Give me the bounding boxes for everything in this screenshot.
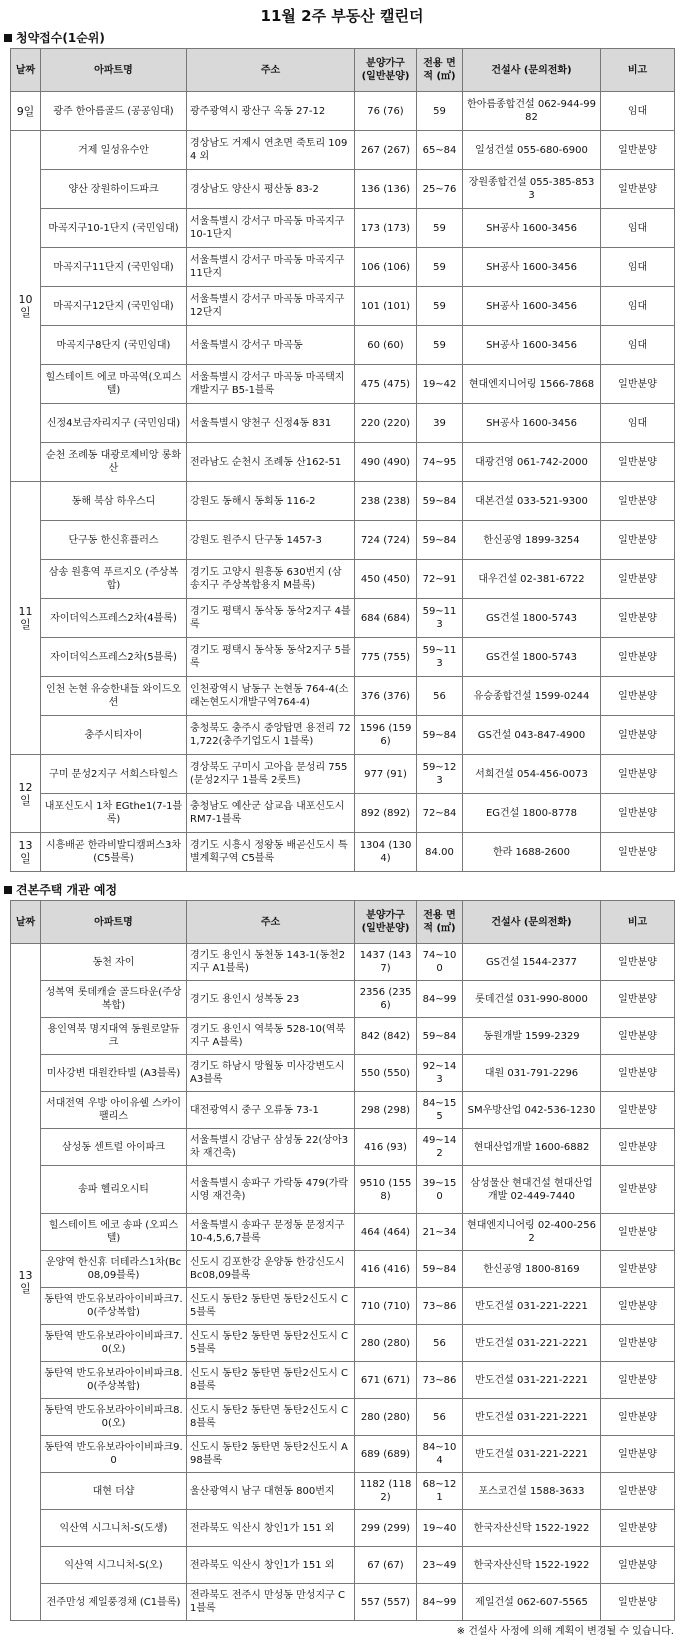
apartment-name: 양산 장원하이드파크 — [41, 170, 187, 209]
section-header-model-house — [0, 880, 684, 900]
address: 충청남도 예산군 삽교읍 내포신도시 RM7-1블록 — [187, 794, 355, 833]
note: 일반분양 — [601, 716, 675, 755]
area: 19~42 — [417, 365, 463, 404]
apartment-name: 구미 문성2지구 서희스타힐스 — [41, 755, 187, 794]
builder-contact: 유승종합건설 1599-0244 — [463, 677, 601, 716]
note: 일반분양 — [601, 1092, 675, 1129]
apartment-name: 마곡지구10-1단지 (국민임대) — [41, 209, 187, 248]
note: 일반분양 — [601, 170, 675, 209]
unit-count: 450 (450) — [355, 560, 417, 599]
table-row — [11, 521, 675, 560]
table-row — [11, 794, 675, 833]
table-row — [11, 1092, 675, 1129]
table-row — [11, 1166, 675, 1214]
unit-count: 557 (557) — [355, 1584, 417, 1621]
note: 일반분양 — [601, 1399, 675, 1436]
builder-contact: 한아름종합건설 062-944-9982 — [463, 92, 601, 131]
unit-count: 724 (724) — [355, 521, 417, 560]
builder-contact: SH공사 1600-3456 — [463, 209, 601, 248]
area: 39 — [417, 404, 463, 443]
unit-count: 298 (298) — [355, 1092, 417, 1129]
table-row — [11, 1055, 675, 1092]
address: 경기도 평택시 동삭동 동삭2지구 4블록 — [187, 599, 355, 638]
builder-contact: EG건설 1800-8778 — [463, 794, 601, 833]
model-house-table — [10, 900, 675, 1621]
builder-contact: 반도건설 031-221-2221 — [463, 1288, 601, 1325]
apartment-name: 동탄역 반도유보라아이비파크7.0(오) — [41, 1325, 187, 1362]
unit-count: 280 (280) — [355, 1325, 417, 1362]
apartment-name: 동탄역 반도유보라아이비파크8.0(주상복합) — [41, 1362, 187, 1399]
apartment-name: 힐스테이트 에코 송파 (오피스텔) — [41, 1214, 187, 1251]
area: 59 — [417, 287, 463, 326]
table-row — [11, 1251, 675, 1288]
address: 서울특별시 강서구 마곡동 마곡지구 10-1단지 — [187, 209, 355, 248]
table-row — [11, 833, 675, 872]
area: 59~84 — [417, 482, 463, 521]
area: 84~104 — [417, 1436, 463, 1473]
area: 84~99 — [417, 981, 463, 1018]
header-area: 전용 면적 (㎡) — [417, 49, 463, 92]
address: 서울특별시 강남구 삼성동 22(상아3차 재건축) — [187, 1129, 355, 1166]
unit-count: 67 (67) — [355, 1547, 417, 1584]
table-row — [11, 755, 675, 794]
note: 일반분양 — [601, 981, 675, 1018]
area: 23~49 — [417, 1547, 463, 1584]
apartment-name: 동탄역 반도유보라아이비파크9.0 — [41, 1436, 187, 1473]
address: 신도시 동탄2 동탄면 동탄2신도시 C5블록 — [187, 1325, 355, 1362]
apartment-name: 신정4보금자리지구 (국민임대) — [41, 404, 187, 443]
apartment-name: 마곡지구8단지 (국민임대) — [41, 326, 187, 365]
unit-count: 2356 (2356) — [355, 981, 417, 1018]
unit-count: 689 (689) — [355, 1436, 417, 1473]
apartment-name: 삼성동 센트럴 아이파크 — [41, 1129, 187, 1166]
builder-contact: 현대엔지니어링 1566-7868 — [463, 365, 601, 404]
unit-count: 106 (106) — [355, 248, 417, 287]
area: 59~113 — [417, 599, 463, 638]
apartment-name: 송파 헬리오시티 — [41, 1166, 187, 1214]
note: 일반분양 — [601, 443, 675, 482]
header-date: 날짜 — [11, 49, 41, 92]
unit-count: 101 (101) — [355, 287, 417, 326]
address: 서울특별시 강서구 마곡동 — [187, 326, 355, 365]
builder-contact: 한국자산신탁 1522-1922 — [463, 1547, 601, 1584]
page-title: 11월 2주 부동산 캘린더 — [260, 7, 424, 25]
unit-count: 299 (299) — [355, 1510, 417, 1547]
area: 21~34 — [417, 1214, 463, 1251]
area: 56 — [417, 1325, 463, 1362]
unit-count: 416 (416) — [355, 1251, 417, 1288]
square-bullet-icon — [4, 34, 12, 42]
area: 59 — [417, 209, 463, 248]
unit-count: 842 (842) — [355, 1018, 417, 1055]
unit-count: 136 (136) — [355, 170, 417, 209]
builder-contact: GS건설 1544-2377 — [463, 944, 601, 981]
table-row — [11, 1547, 675, 1584]
builder-contact: 반도건설 031-221-2221 — [463, 1362, 601, 1399]
apartment-name: 자이더익스프레스2차(4블록) — [41, 599, 187, 638]
address: 서울특별시 송파구 문정동 문정지구 10-4,5,6,7블록 — [187, 1214, 355, 1251]
apartment-name: 동탄역 반도유보라아이비파크7.0(주상복합) — [41, 1288, 187, 1325]
table-row — [11, 443, 675, 482]
note: 일반분양 — [601, 1129, 675, 1166]
builder-contact: 반도건설 031-221-2221 — [463, 1325, 601, 1362]
unit-count: 76 (76) — [355, 92, 417, 131]
address: 신도시 동탄2 동탄면 동탄2신도시 C5블록 — [187, 1288, 355, 1325]
header-note: 비고 — [601, 49, 675, 92]
builder-contact: 한신공영 1899-3254 — [463, 521, 601, 560]
area: 92~143 — [417, 1055, 463, 1092]
builder-contact: 삼성물산 현대건설 현대산업개발 02-449-7440 — [463, 1166, 601, 1214]
area: 56 — [417, 677, 463, 716]
table-header-row — [11, 901, 675, 944]
address: 경기도 평택시 동삭동 동삭2지구 5블록 — [187, 638, 355, 677]
date-cell: 11일 — [11, 482, 41, 755]
address: 경상북도 구미시 고아읍 문성리 755(문성2지구 1블록 2롯트) — [187, 755, 355, 794]
note: 일반분양 — [601, 1362, 675, 1399]
builder-contact: GS건설 1800-5743 — [463, 599, 601, 638]
unit-count: 220 (220) — [355, 404, 417, 443]
apartment-name: 자이더익스프레스2차(5블록) — [41, 638, 187, 677]
table-row — [11, 1129, 675, 1166]
table-row — [11, 1584, 675, 1621]
apartment-name: 대현 더샵 — [41, 1473, 187, 1510]
unit-count: 1437 (1437) — [355, 944, 417, 981]
header-units: 분양가구 (일반분양) — [355, 901, 417, 944]
note: 임대 — [601, 404, 675, 443]
table-row — [11, 209, 675, 248]
builder-contact: 대우건설 02-381-6722 — [463, 560, 601, 599]
builder-contact: 현대엔지니어링 02-400-2562 — [463, 1214, 601, 1251]
section-title: 청약접수(1순위) — [16, 31, 105, 45]
apartment-name: 삼송 원흥역 푸르지오 (주상복합) — [41, 560, 187, 599]
area: 59~84 — [417, 716, 463, 755]
builder-contact: 현대산업개발 1600-6882 — [463, 1129, 601, 1166]
builder-contact: SH공사 1600-3456 — [463, 404, 601, 443]
apartment-name: 마곡지구12단지 (국민임대) — [41, 287, 187, 326]
builder-contact: 한신공영 1800-8169 — [463, 1251, 601, 1288]
header-apartment: 아파트명 — [41, 901, 187, 944]
note: 일반분양 — [601, 1584, 675, 1621]
builder-contact: SH공사 1600-3456 — [463, 287, 601, 326]
header-address: 주소 — [187, 49, 355, 92]
address: 울산광역시 남구 대현동 800번지 — [187, 1473, 355, 1510]
table-row — [11, 1399, 675, 1436]
address: 서울특별시 송파구 가락동 479(가락시영 재건축) — [187, 1166, 355, 1214]
area: 25~76 — [417, 170, 463, 209]
builder-contact: SM우방산업 042-536-1230 — [463, 1092, 601, 1129]
apartment-name: 거제 일성유수안 — [41, 131, 187, 170]
note: 일반분양 — [601, 1547, 675, 1584]
note: 일반분양 — [601, 794, 675, 833]
apartment-name: 순천 조례동 대광로제비앙 롱화산 — [41, 443, 187, 482]
note: 임대 — [601, 326, 675, 365]
header-builder: 건설사 (문의전화) — [463, 901, 601, 944]
area: 84~155 — [417, 1092, 463, 1129]
address: 경기도 용인시 성복동 23 — [187, 981, 355, 1018]
date-cell: 10일 — [11, 131, 41, 482]
builder-contact: 한국자산신탁 1522-1922 — [463, 1510, 601, 1547]
builder-contact: 롯데건설 031-990-8000 — [463, 981, 601, 1018]
table-row — [11, 1510, 675, 1547]
address: 경기도 용인시 동천동 143-1(동천2지구 A1블록) — [187, 944, 355, 981]
table-row — [11, 365, 675, 404]
area: 72~91 — [417, 560, 463, 599]
note: 임대 — [601, 92, 675, 131]
area: 59~84 — [417, 1251, 463, 1288]
table-row — [11, 1362, 675, 1399]
note: 일반분양 — [601, 1325, 675, 1362]
table-row — [11, 1436, 675, 1473]
area: 59 — [417, 92, 463, 131]
header-date: 날짜 — [11, 901, 41, 944]
table-row — [11, 638, 675, 677]
address: 경상남도 거제시 연초면 죽토리 1094 외 — [187, 131, 355, 170]
note: 일반분양 — [601, 1166, 675, 1214]
note: 일반분양 — [601, 638, 675, 677]
note: 일반분양 — [601, 1288, 675, 1325]
section-header-subscription — [0, 28, 684, 48]
builder-contact: 장원종합건설 055-385-8533 — [463, 170, 601, 209]
address: 충청북도 충주시 중앙탑면 용전리 721,722(충주기업도시 1블록) — [187, 716, 355, 755]
unit-count: 475 (475) — [355, 365, 417, 404]
apartment-name: 시흥배곧 한라비발디캠퍼스3차(C5블록) — [41, 833, 187, 872]
header-apartment: 아파트명 — [41, 49, 187, 92]
square-bullet-icon — [4, 886, 12, 894]
unit-count: 280 (280) — [355, 1399, 417, 1436]
address: 경기도 고양시 원흥동 630번지 (삼송지구 주상복합용지 M블록) — [187, 560, 355, 599]
address: 인천광역시 남동구 논현동 764-4(소래논현도시개발구역764-4) — [187, 677, 355, 716]
area: 73~86 — [417, 1288, 463, 1325]
table-row — [11, 599, 675, 638]
note: 임대 — [601, 287, 675, 326]
unit-count: 267 (267) — [355, 131, 417, 170]
builder-contact: 제일건설 062-607-5565 — [463, 1584, 601, 1621]
unit-count: 464 (464) — [355, 1214, 417, 1251]
builder-contact: 대본건설 033-521-9300 — [463, 482, 601, 521]
note: 일반분양 — [601, 1214, 675, 1251]
table-row — [11, 1473, 675, 1510]
unit-count: 671 (671) — [355, 1362, 417, 1399]
address: 신도시 동탄2 동탄면 동탄2신도시 A98블록 — [187, 1436, 355, 1473]
header-note: 비고 — [601, 901, 675, 944]
address: 전라북도 익산시 창인1가 151 외 — [187, 1547, 355, 1584]
note: 일반분양 — [601, 365, 675, 404]
table-row — [11, 560, 675, 599]
note: 일반분양 — [601, 677, 675, 716]
date-cell: 13일 — [11, 833, 41, 872]
builder-contact: SH공사 1600-3456 — [463, 248, 601, 287]
address: 강원도 원주시 단구동 1457-3 — [187, 521, 355, 560]
builder-contact: 대광건영 061-742-2000 — [463, 443, 601, 482]
unit-count: 1182 (1182) — [355, 1473, 417, 1510]
note: 일반분양 — [601, 1436, 675, 1473]
builder-contact: SH공사 1600-3456 — [463, 326, 601, 365]
apartment-name: 동천 자이 — [41, 944, 187, 981]
unit-count: 9510 (1558) — [355, 1166, 417, 1214]
unit-count: 550 (550) — [355, 1055, 417, 1092]
address: 경기도 시흥시 정왕동 배곧신도시 특별계획구역 C5블록 — [187, 833, 355, 872]
apartment-name: 익산역 시그니처-S(오) — [41, 1547, 187, 1584]
area: 59~84 — [417, 521, 463, 560]
apartment-name: 동탄역 반도유보라아이비파크8.0(오) — [41, 1399, 187, 1436]
table-row — [11, 170, 675, 209]
note: 일반분양 — [601, 1473, 675, 1510]
area: 59~123 — [417, 755, 463, 794]
table-row — [11, 404, 675, 443]
address: 경기도 하남시 망월동 미사강변도시 A3블록 — [187, 1055, 355, 1092]
table-row — [11, 677, 675, 716]
apartment-name: 익산역 시그니처-S(도생) — [41, 1510, 187, 1547]
table-row — [11, 716, 675, 755]
unit-count: 1596 (1596) — [355, 716, 417, 755]
address: 전라북도 익산시 창인1가 151 외 — [187, 1510, 355, 1547]
area: 68~121 — [417, 1473, 463, 1510]
address: 전라북도 전주시 만성동 만성지구 C1블록 — [187, 1584, 355, 1621]
builder-contact: 한라 1688-2600 — [463, 833, 601, 872]
apartment-name: 용인역북 명지대역 동원로얄듀크 — [41, 1018, 187, 1055]
area: 84.00 — [417, 833, 463, 872]
table-header-row — [11, 49, 675, 92]
table-row — [11, 131, 675, 170]
builder-contact: 일성건설 055-680-6900 — [463, 131, 601, 170]
address: 신도시 동탄2 동탄면 동탄2신도시 C8블록 — [187, 1399, 355, 1436]
builder-contact: GS건설 043-847-4900 — [463, 716, 601, 755]
note: 임대 — [601, 209, 675, 248]
builder-contact: GS건설 1800-5743 — [463, 638, 601, 677]
unit-count: 892 (892) — [355, 794, 417, 833]
note: 일반분양 — [601, 1251, 675, 1288]
apartment-name: 미사강변 대원칸타빌 (A3블록) — [41, 1055, 187, 1092]
unit-count: 490 (490) — [355, 443, 417, 482]
table-row — [11, 1288, 675, 1325]
note: 일반분양 — [601, 599, 675, 638]
area: 72~84 — [417, 794, 463, 833]
apartment-name: 서대전역 우방 아이유쉘 스카이팰리스 — [41, 1092, 187, 1129]
note: 임대 — [601, 248, 675, 287]
area: 59 — [417, 326, 463, 365]
unit-count: 775 (755) — [355, 638, 417, 677]
area: 65~84 — [417, 131, 463, 170]
apartment-name: 힐스테이트 에코 마곡역(오피스텔) — [41, 365, 187, 404]
note: 일반분양 — [601, 1055, 675, 1092]
table-row — [11, 482, 675, 521]
address: 전라남도 순천시 조례동 산162-51 — [187, 443, 355, 482]
address: 신도시 김포한강 운양동 한강신도시 Bc08,09블록 — [187, 1251, 355, 1288]
address: 광주광역시 광산구 옥동 27-12 — [187, 92, 355, 131]
unit-count: 376 (376) — [355, 677, 417, 716]
area: 59 — [417, 248, 463, 287]
table-row — [11, 248, 675, 287]
note: 일반분양 — [601, 1018, 675, 1055]
address: 서울특별시 강서구 마곡동 마곡지구 11단지 — [187, 248, 355, 287]
subscription-table — [10, 48, 675, 872]
builder-contact: 동원개발 1599-2329 — [463, 1018, 601, 1055]
table-row — [11, 981, 675, 1018]
unit-count: 60 (60) — [355, 326, 417, 365]
table-row — [11, 287, 675, 326]
apartment-name: 내포신도시 1차 EGthe1(7-1블록) — [41, 794, 187, 833]
address: 서울특별시 강서구 마곡동 마곡택지개발지구 B5-1블록 — [187, 365, 355, 404]
address: 경기도 용인시 역북동 528-10(역북지구 A블록) — [187, 1018, 355, 1055]
area: 59~84 — [417, 1018, 463, 1055]
address: 대전광역시 중구 오류동 73-1 — [187, 1092, 355, 1129]
table-row — [11, 1018, 675, 1055]
apartment-name: 동해 북삼 하우스디 — [41, 482, 187, 521]
header-builder: 건설사 (문의전화) — [463, 49, 601, 92]
apartment-name: 성복역 롯데캐슬 골드타운(주상복합) — [41, 981, 187, 1018]
area: 74~95 — [417, 443, 463, 482]
header-area: 전용 면적 (㎡) — [417, 901, 463, 944]
note: 일반분양 — [601, 131, 675, 170]
area: 49~142 — [417, 1129, 463, 1166]
area: 56 — [417, 1399, 463, 1436]
date-cell: 9일 — [11, 92, 41, 131]
builder-contact: 반도건설 031-221-2221 — [463, 1399, 601, 1436]
apartment-name: 운양역 한신휴 더테라스1차(Bc08,09블록) — [41, 1251, 187, 1288]
area: 73~86 — [417, 1362, 463, 1399]
header-units: 분양가구 (일반분양) — [355, 49, 417, 92]
section-title: 견본주택 개관 예정 — [16, 883, 118, 897]
header-address: 주소 — [187, 901, 355, 944]
apartment-name: 충주시티자이 — [41, 716, 187, 755]
unit-count: 977 (91) — [355, 755, 417, 794]
address: 신도시 동탄2 동탄면 동탄2신도시 C8블록 — [187, 1362, 355, 1399]
unit-count: 173 (173) — [355, 209, 417, 248]
unit-count: 710 (710) — [355, 1288, 417, 1325]
table-row — [11, 944, 675, 981]
address: 강원도 동해시 동회동 116-2 — [187, 482, 355, 521]
address: 경상남도 양산시 평산동 83-2 — [187, 170, 355, 209]
table-row — [11, 1214, 675, 1251]
builder-contact: 서희건설 054-456-0073 — [463, 755, 601, 794]
builder-contact: 반도건설 031-221-2221 — [463, 1436, 601, 1473]
table-row — [11, 326, 675, 365]
apartment-name: 광주 한아름골드 (공공임대) — [41, 92, 187, 131]
date-cell: 12일 — [11, 755, 41, 833]
area: 84~99 — [417, 1584, 463, 1621]
apartment-name: 인천 논현 유승한내들 와이드오션 — [41, 677, 187, 716]
unit-count: 416 (93) — [355, 1129, 417, 1166]
note: 일반분양 — [601, 755, 675, 794]
note: 일반분양 — [601, 1510, 675, 1547]
table-row — [11, 92, 675, 131]
area: 74~100 — [417, 944, 463, 981]
note: 일반분양 — [601, 521, 675, 560]
note: 일반분양 — [601, 560, 675, 599]
unit-count: 1304 (1304) — [355, 833, 417, 872]
address: 서울특별시 강서구 마곡동 마곡지구 12단지 — [187, 287, 355, 326]
table-row — [11, 1325, 675, 1362]
unit-count: 684 (684) — [355, 599, 417, 638]
area: 19~40 — [417, 1510, 463, 1547]
apartment-name: 전주만성 제일풍경채 (C1블록) — [41, 1584, 187, 1621]
area: 39~150 — [417, 1166, 463, 1214]
unit-count: 238 (238) — [355, 482, 417, 521]
note: 일반분양 — [601, 944, 675, 981]
builder-contact: 포스코건설 1588-3633 — [463, 1473, 601, 1510]
address: 서울특별시 양천구 신정4동 831 — [187, 404, 355, 443]
note: 일반분양 — [601, 482, 675, 521]
area: 59~113 — [417, 638, 463, 677]
date-cell: 13일 — [11, 944, 41, 1621]
footnote: ※ 건설사 사정에 의해 계획이 변경될 수 있습니다. — [456, 1626, 674, 1637]
builder-contact: 대원 031-791-2296 — [463, 1055, 601, 1092]
apartment-name: 단구동 한신휴플러스 — [41, 521, 187, 560]
note: 일반분양 — [601, 833, 675, 872]
apartment-name: 마곡지구11단지 (국민임대) — [41, 248, 187, 287]
